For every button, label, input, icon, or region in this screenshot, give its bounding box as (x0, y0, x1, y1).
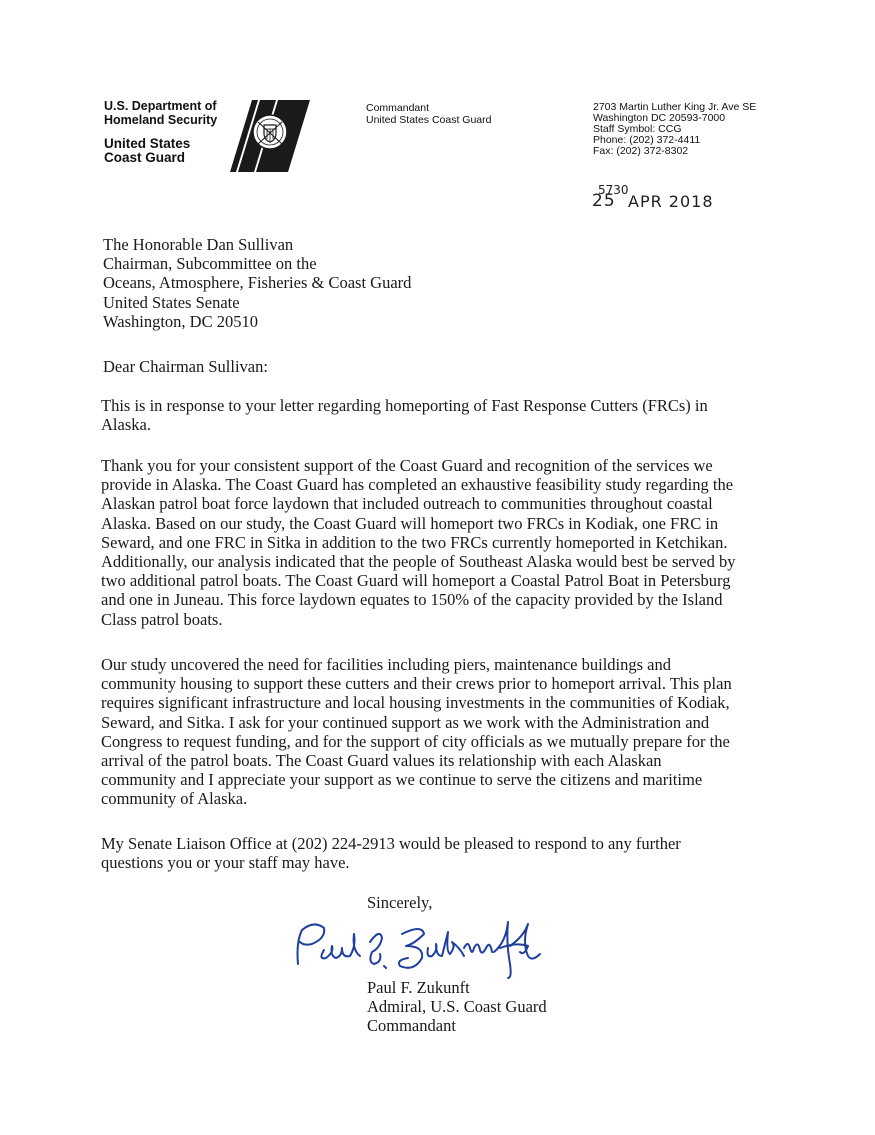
paragraph-line: questions you or your staff may have. (101, 853, 350, 873)
paragraph-line: My Senate Liaison Office at (202) 224-2913 would be pleased to respond to any further (101, 834, 681, 853)
paragraph-line: requires significant infrastructure and local housing investments in the communities of Kodiak, (101, 693, 730, 713)
paragraph-line: Alaskan patrol boat force laydown that included outreach to communities throughout coastal (101, 494, 713, 514)
paragraph-line: Class patrol boats. (101, 609, 223, 629)
fax-number: Fax: (202) 372-8302 (593, 145, 689, 157)
letterhead-office (366, 102, 491, 126)
addressee-block (103, 235, 411, 331)
date-stamp (592, 183, 752, 217)
closing: Sincerely, (367, 893, 433, 912)
body-paragraph (101, 396, 708, 434)
salutation: Dear Chairman Sullivan: (103, 357, 268, 376)
agency-line: Coast Guard (104, 150, 186, 165)
body-paragraph (101, 456, 736, 629)
stamp-day: 25 (592, 191, 616, 211)
paragraph-line: and one in Juneau. This force laydown equates to 150% of the capacity provided by the Island (101, 590, 723, 610)
paragraph-line: provide in Alaska. The Coast Guard has completed an exhaustive feasibility study regarding the (101, 475, 734, 495)
phone-number: Phone: (202) 372-4411 (593, 134, 701, 146)
coast-guard-seal-icon (214, 100, 310, 172)
staff-symbol: Staff Symbol: CCG (593, 123, 682, 135)
addressee-line: The Honorable Dan Sullivan (103, 235, 294, 254)
paragraph-line: community housing to support these cutters and their crews prior to homeport arrival. This plan (101, 674, 732, 694)
signer-name: Paul F. Zukunft (367, 978, 470, 997)
stamp-month-year: APR 2018 (628, 192, 714, 211)
paragraph-line: Seward, and one FRC in Sitka in addition to the two FRCs currently homeported in Ketchikan. (101, 532, 728, 552)
paragraph-line: Additionally, our analysis indicated that the people of Southeast Alaska would best be served by (101, 552, 736, 572)
addressee-line: Washington, DC 20510 (103, 311, 258, 331)
addressee-line: Oceans, Atmosphere, Fisheries & Coast Guard (103, 273, 412, 293)
paragraph-line: Congress to request funding, and for the support of city officials as we mutually prepare for the (101, 731, 730, 751)
department-line: U.S. Department of (104, 99, 217, 113)
paragraph-line: community and I appreciate your support as we continue to serve the citizens and maritime (101, 770, 703, 790)
body-paragraph (101, 834, 681, 872)
agency-line: United States (104, 136, 191, 151)
paragraph-line: Alaska. Based on our study, the Coast Guard will homeport two FRCs in Kodiak, one FRC in (101, 513, 719, 533)
signer-title: Commandant (367, 1016, 456, 1036)
department-line: Homeland Security (104, 113, 218, 127)
paragraph-line: Thank you for your consistent support of the Coast Guard and recognition of the services we (101, 456, 713, 475)
paragraph-line: Seward, and Sitka. I ask for your continued support as we work with the Administration and (101, 712, 710, 732)
paragraph-line: Alaska. (101, 415, 151, 435)
letterhead-address (593, 102, 756, 157)
office-line: Commandant (366, 102, 430, 114)
office-line: United States Coast Guard (366, 114, 492, 126)
paragraph-line: two additional patrol boats. The Coast Guard will homeport a Coastal Patrol Boat in Petersburg (101, 571, 731, 591)
body-paragraph (101, 655, 732, 809)
address-line: 2703 Martin Luther King Jr. Ave SE (593, 101, 757, 113)
paragraph-line: community of Alaska. (101, 789, 248, 809)
paragraph-line: Our study uncovered the need for facilities including piers, maintenance buildings and (101, 655, 671, 674)
ssic-number: 5730 (598, 183, 629, 197)
paragraph-line: This is in response to your letter regarding homeporting of Fast Response Cutters (FRCs) in (101, 396, 708, 415)
handwritten-signature-icon (284, 912, 554, 982)
signer-block (367, 978, 547, 1036)
addressee-line: United States Senate (103, 292, 240, 312)
paragraph-line: arrival of the patrol boats. The Coast Guard values its relationship with each Alaskan (101, 751, 662, 771)
address-line: Washington DC 20593-7000 (593, 112, 726, 124)
addressee-line: Chairman, Subcommittee on the (103, 254, 317, 274)
signer-rank: Admiral, U.S. Coast Guard (367, 997, 547, 1017)
